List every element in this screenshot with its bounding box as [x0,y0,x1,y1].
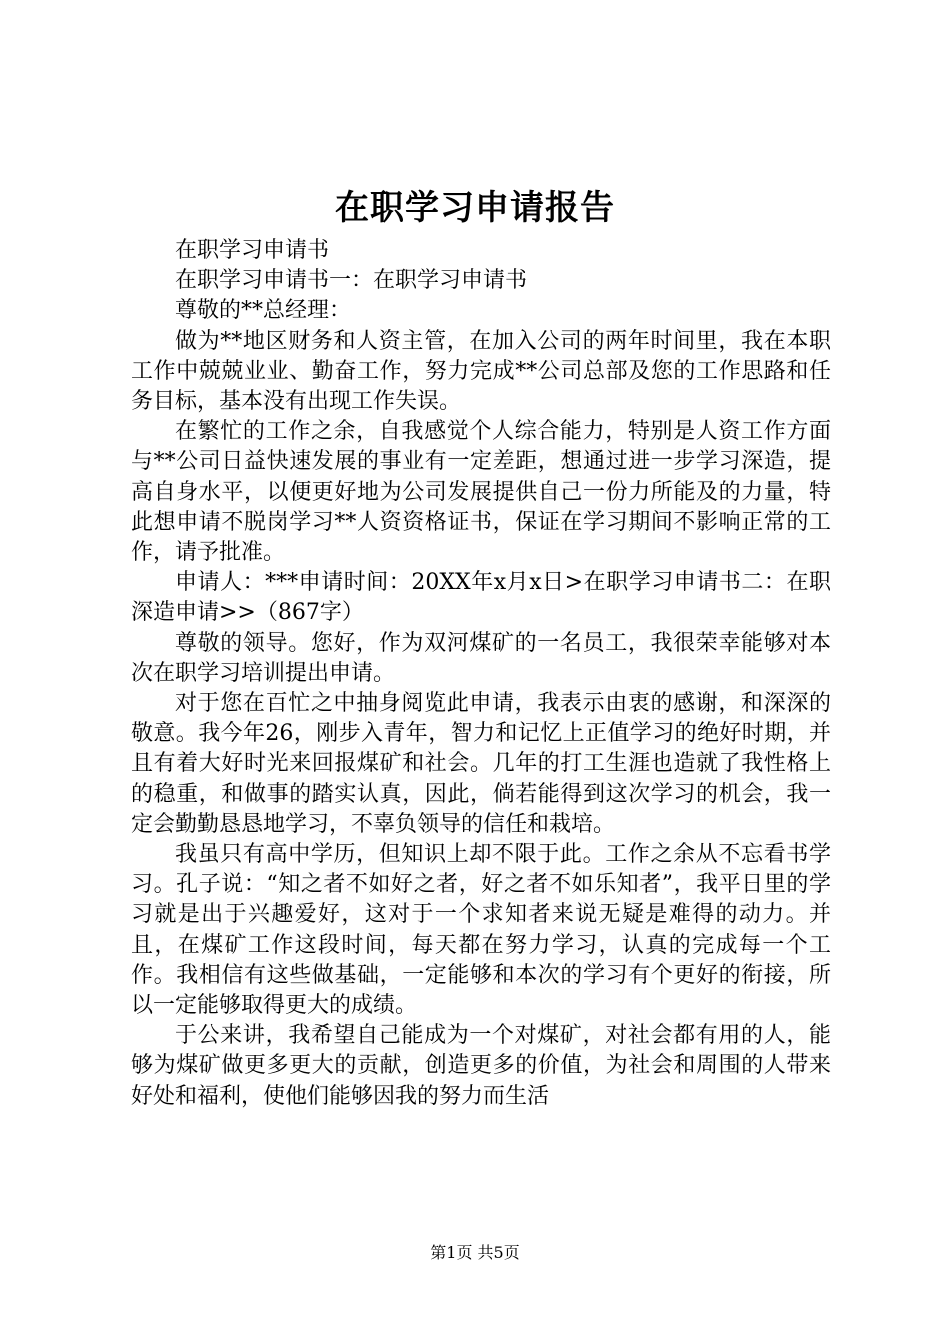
paragraph: 尊敬的**总经理： [175,298,352,324]
paragraph: 我虽只有高中学历，但知识上却不限于此。工作之余从不忘看书学习。孔子说：“知之者不如好之者，好之者不如乐知者”，我平日里的学习就是出于兴趣爱好，这对于一个求知者来说无疑是难得的动力。并且，在煤矿工作这段时间，每天都在努力学习，认真的完成每一个工作。我相信有这些做基础，一定能够和本次的学习有个更好的衔接，所以一定能够取得更大的成绩。 [131,842,831,1019]
page-footer: 第1页 共5页 [430,1243,520,1262]
paragraph: 在繁忙的工作之余，自我感觉个人综合能力，特别是人资工作方面与**公司日益快速发展的事业有一定差距，想通过进一步学习深造，提高自身水平，以便更好地为公司发展提供自己一份力所能及的力量，特此想申请不脱岗学习**人资资格证书，保证在学习期间不影响正常的工作，请予批准。 [131,419,831,566]
paragraph: 尊敬的领导。您好，作为双河煤矿的一名员工，我很荣幸能够对本次在职学习培训提出申请。 [131,630,831,686]
document-body [131,236,831,1112]
paragraph: 做为**地区财务和人资主管，在加入公司的两年时间里，我在本职工作中兢兢业业、勤奋工作，努力完成**公司总部及您的工作思路和任务目标，基本没有出现工作失误。 [131,328,831,415]
paragraph: 申请人：***申请时间：20XX年x月x日>在职学习申请书二：在职深造申请>>（867字） [131,570,831,626]
paragraph: 对于您在百忙之中抽身阅览此申请，我表示由衷的感谢，和深深的敬意。我今年26，刚步入青年，智力和记忆上正值学习的绝好时期，并且有着大好时光来回报煤矿和社会。几年的打工生涯也造就了我性格上的稳重，和做事的踏实认真，因此，倘若能得到这次学习的机会，我一定会勤勤恳恳地学习，不辜负领导的信任和栽培。 [131,691,831,837]
document-title: 在职学习申请报告 [335,188,615,228]
paragraph: 于公来讲，我希望自己能成为一个对煤矿，对社会都有用的人，能够为煤矿做更多更大的贡献，创造更多的价值，为社会和周围的人带来好处和福利，使他们能够因我的努力而生活 [131,1023,831,1109]
paragraph: 在职学习申请书一：在职学习申请书 [175,268,528,294]
paragraph: 在职学习申请书 [175,238,330,263]
